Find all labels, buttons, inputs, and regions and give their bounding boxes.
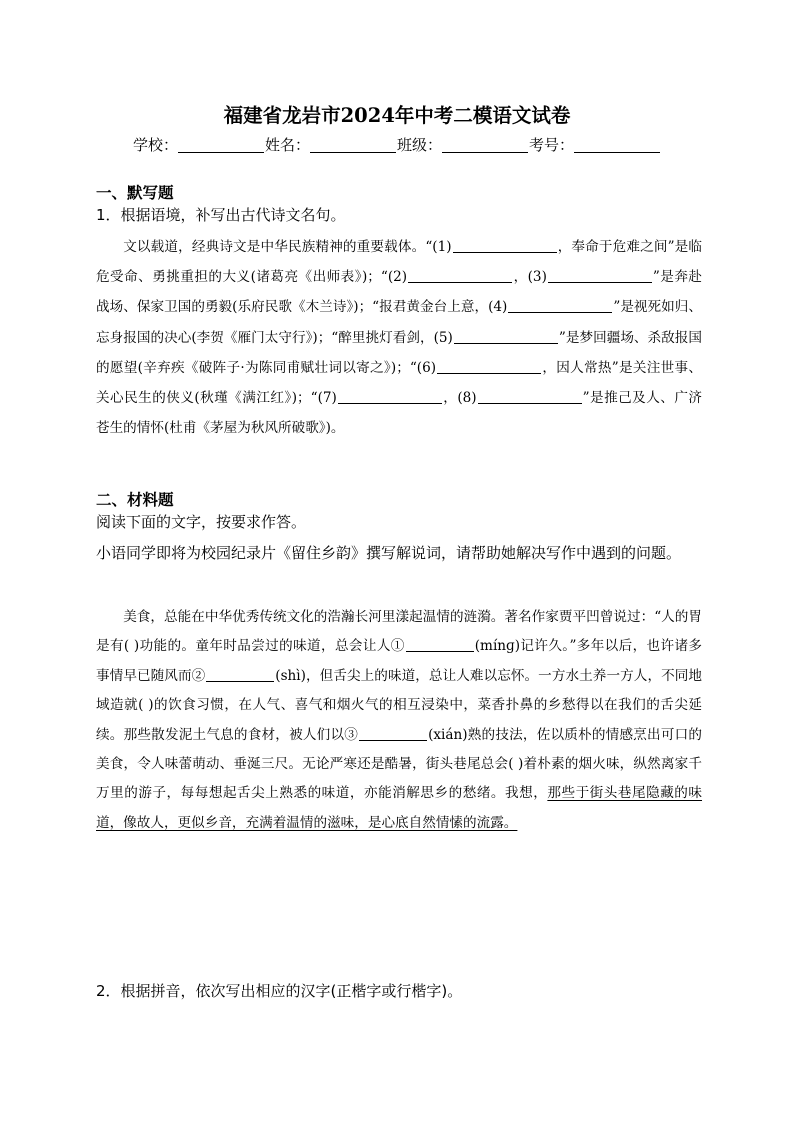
name-blank[interactable] [310, 138, 396, 153]
school-label: 学校： [132, 136, 178, 154]
blank-8[interactable] [478, 390, 582, 404]
passage-text: (shì)，但舌尖上的味道，总让人难以忘怀。一方水土养一方人，不同地域造就( )的饮食习惯，在人气、喜气和烟火气的相互浸染中，菜香扑鼻的乡愁得以在我们的舌尖延续。那些散发泥土气息的食材，被人们以③ [96, 667, 703, 743]
section1-heading: 一、默写题 [96, 184, 174, 202]
blank-7[interactable] [338, 390, 442, 404]
blank-4[interactable] [508, 299, 612, 313]
passage-text: ，(8) [442, 390, 477, 407]
passage-text: (xián)熟的技法，佐以质朴的情感烹出可口的美食，令人味蕾萌动、垂涎三尺。无论严寒还是酷暑，街头巷尾总会( )着朴素的烟火味，纵然离家千万里的游子，每每想起舌尖上熟悉的味道，亦能消解思乡的愁绪。我想， [96, 726, 703, 802]
passage-text: ”是视死如归、忘身报国的决心(李贺《雁门太守行》)；“醉里挑灯看剑，(5) [96, 299, 703, 346]
blank-2[interactable] [408, 269, 512, 283]
exam-no-blank[interactable] [574, 138, 660, 153]
passage-text: (mínɡ)记许久。”多年以后，也许诸多事情早已随风而② [96, 638, 702, 684]
student-info-line [0, 134, 794, 155]
blank-1[interactable] [453, 239, 557, 253]
passage-text: ”是奔赴战场、保家卫国的勇毅(乐府民歌《木兰诗》)；“报君黄金台上意，(4) [96, 269, 703, 316]
class-blank[interactable] [442, 138, 528, 153]
section2-intro: 小语同学即将为校园纪录片《留住乡韵》撰写解说词，请帮助她解决写作中遇到的问题。 [96, 544, 682, 562]
pinyin-blank-2[interactable] [206, 668, 274, 682]
passage-text: ，因人常热”是关注世事、关心民生的侠义(秋瑾《满江红》)；“(7) [96, 359, 702, 407]
passage-text: 美食，总能在中华优秀传统文化的浩瀚长河里漾起温情的涟漪。著名作家贾平凹曾说过：“人的胃是有( )功能的。童年时品尝过的味道，总会让人① [96, 609, 702, 655]
material-passage [96, 603, 702, 838]
passage-text: ”是梦回疆场、杀敌报国的愿望(辛弃疾《破阵子·为陈同甫赋壮词以寄之》)；“(6) [96, 329, 703, 376]
class-label: 班级： [397, 136, 443, 154]
underlined-sentence: 那些于街头巷尾隐藏的味道，像故人，更似乡音，充满着温情的滋味，是心底自然情愫的流露。 [96, 785, 703, 831]
school-blank[interactable] [178, 138, 264, 153]
pinyin-blank-3[interactable] [359, 727, 427, 741]
section2-instruction: 阅读下面的文字，按要求作答。 [96, 513, 307, 531]
blank-5[interactable] [454, 330, 558, 344]
exam-title: 福建省龙岩市2024年中考二模语文试卷 [223, 104, 571, 127]
blank-6[interactable] [437, 360, 541, 374]
passage-text: ，(3) [513, 269, 547, 286]
question2-prompt: 2．根据拼音，依次写出相应的汉字(正楷字或行楷字)。 [96, 982, 463, 1000]
blank-3[interactable] [548, 269, 652, 283]
passage-text: ”是推己及人、广济苍生的情怀(杜甫《茅屋为秋风所破歌》)。 [96, 390, 702, 437]
section2-heading: 二、材料题 [96, 491, 174, 509]
passage-text: ，奉命于危难之间”是临危受命、勇挑重担的大义(诸葛亮《出师表》)；“(2) [96, 239, 702, 286]
name-label: 姓名： [264, 136, 310, 154]
pinyin-blank-1[interactable] [406, 638, 474, 652]
question1-prompt: 1．根据语境，补写出古代诗文名句。 [96, 206, 346, 224]
passage-text: 文以载道，经典诗文是中华民族精神的重要载体。“(1) [123, 239, 452, 255]
exam-no-label: 考号： [529, 136, 575, 154]
question1-passage [96, 232, 702, 443]
